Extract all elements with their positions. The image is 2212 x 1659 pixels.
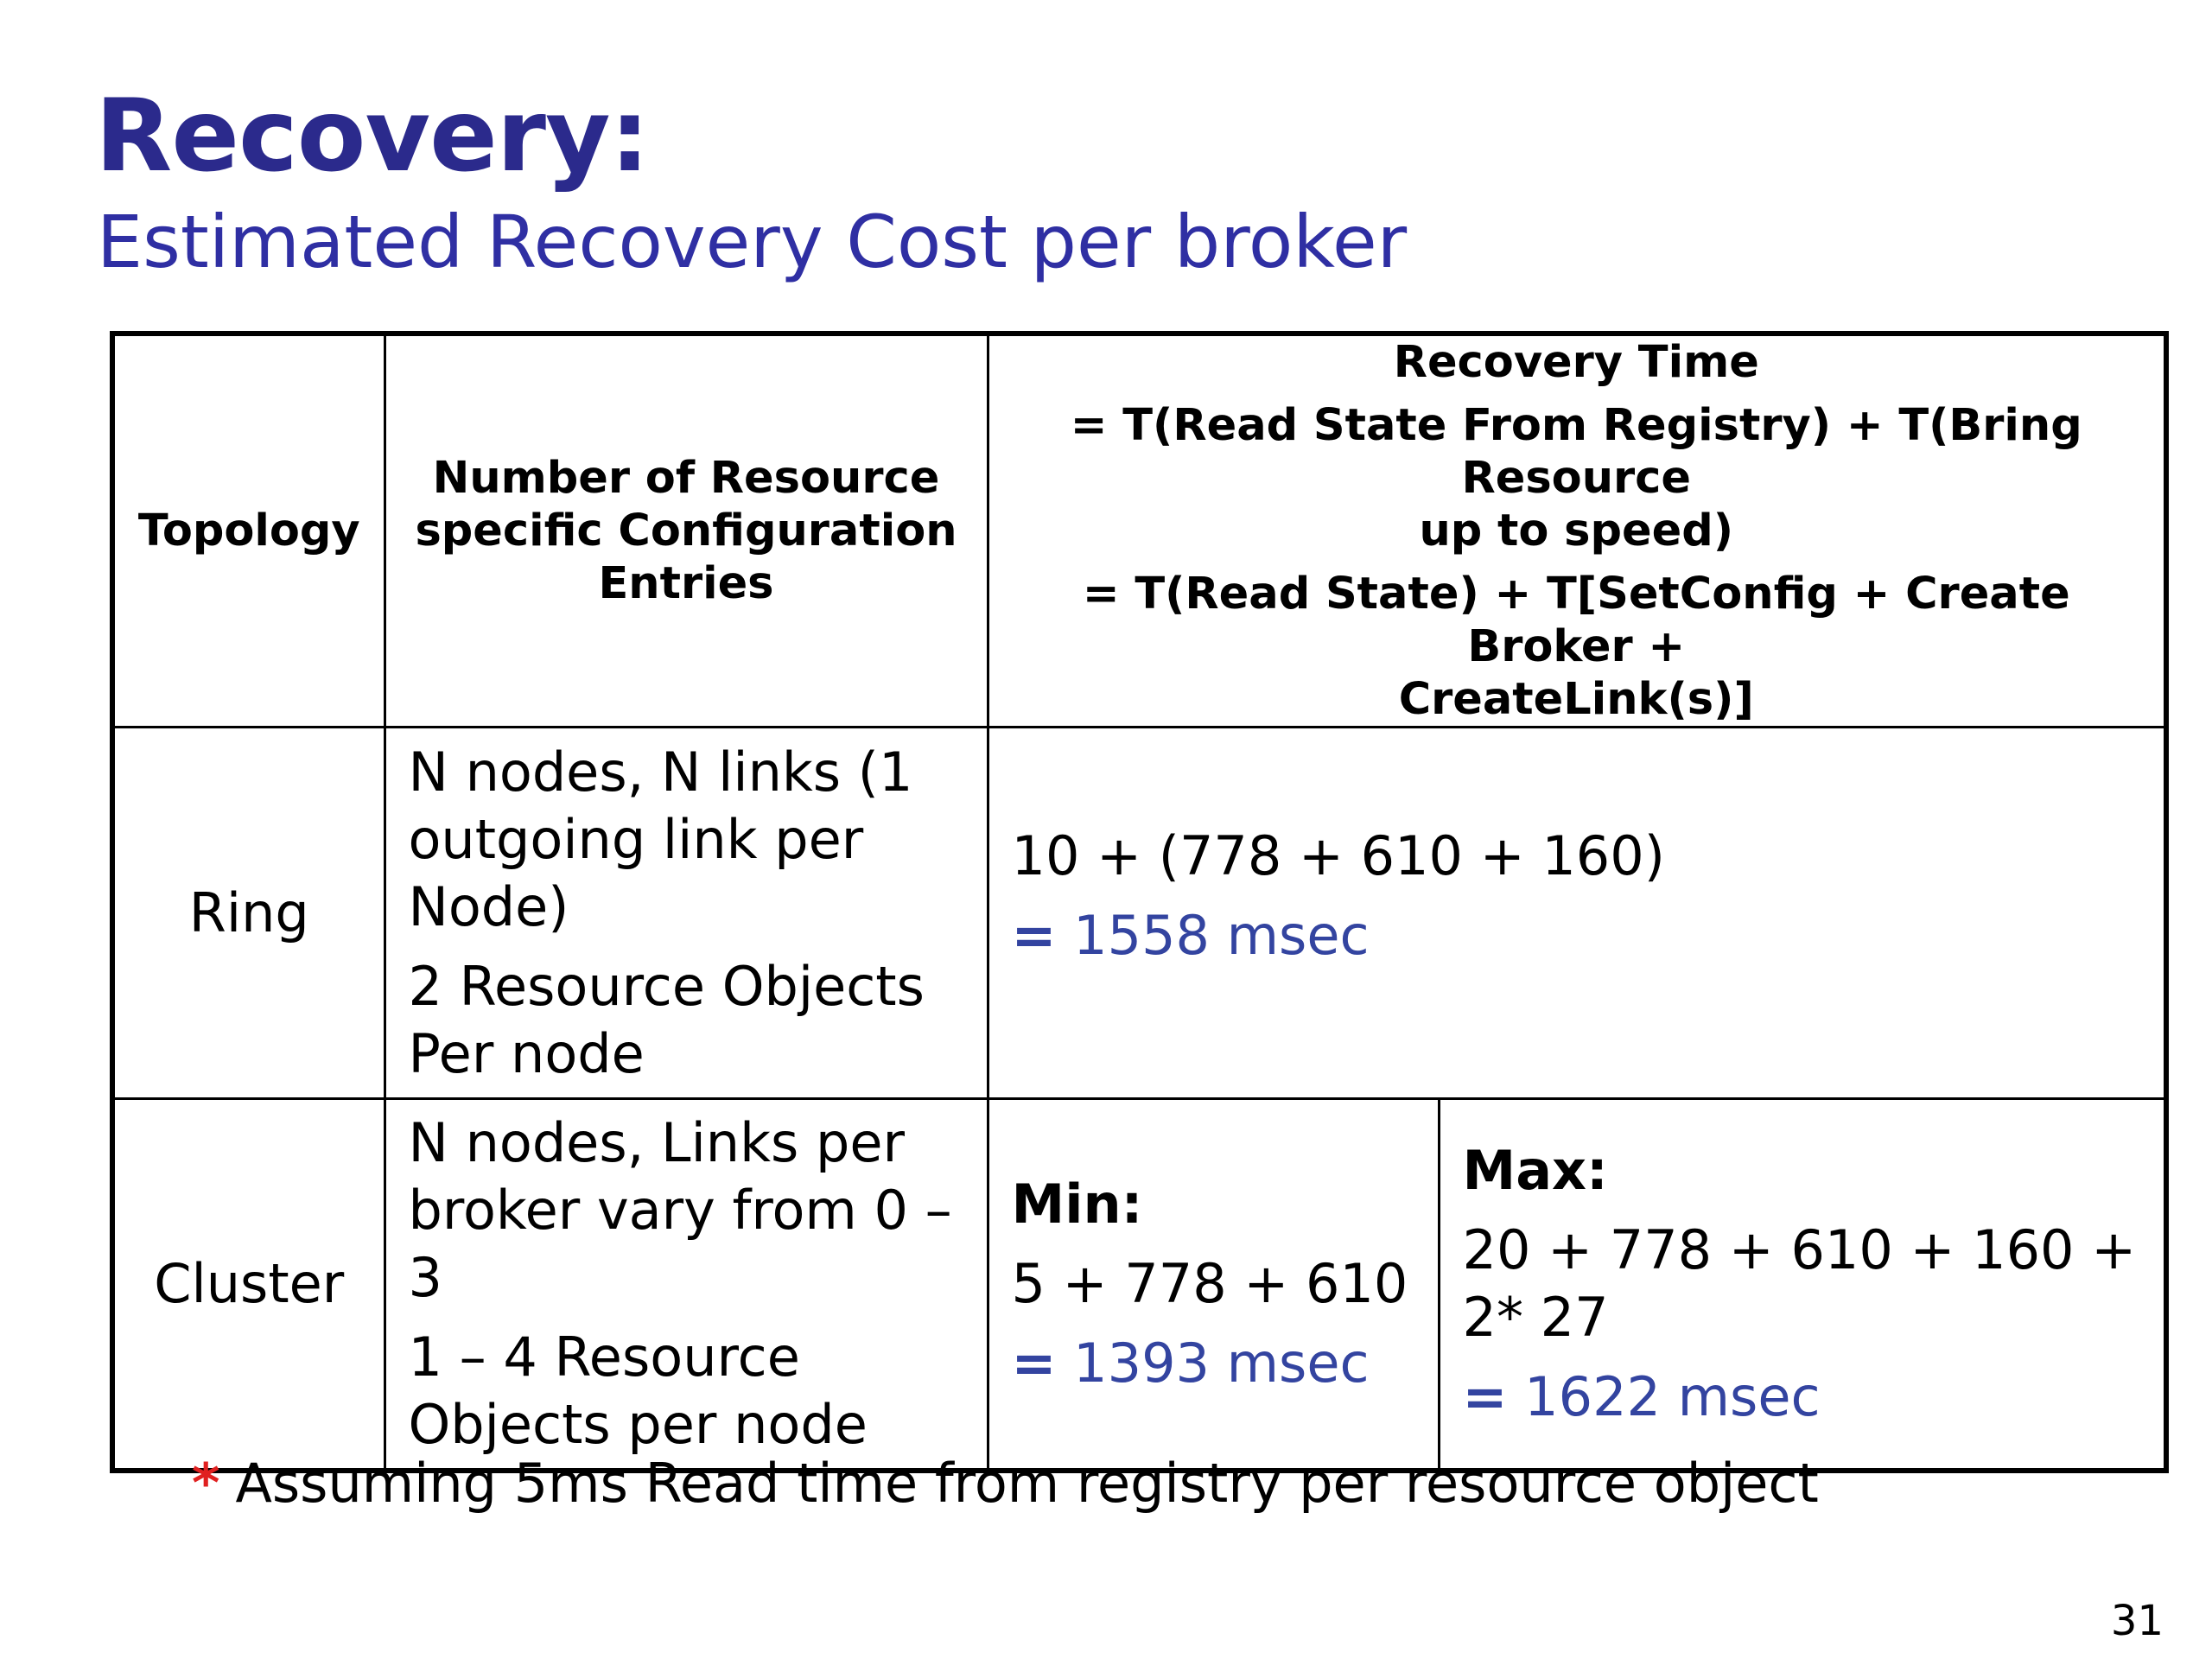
cluster-min-result-line	[1012, 1330, 1415, 1397]
table-header-row	[112, 334, 2166, 728]
cluster-max-result-line	[1463, 1363, 2142, 1431]
recovery-cost-table	[110, 331, 2169, 1473]
table-row-ring	[112, 728, 2166, 1099]
table-row-cluster	[112, 1099, 2166, 1471]
header-recovery-line3: up to speed)	[1419, 505, 1734, 556]
ring-formula: 10 + (778 + 610 + 160)	[1011, 823, 1665, 887]
ring-result-line	[1012, 902, 2142, 969]
slide-subtitle: Estimated Recovery Cost per broker	[97, 200, 1408, 284]
cluster-min-equals: =	[1011, 1331, 1057, 1395]
ring-config-entries	[385, 728, 988, 1099]
ring-recovery-time	[988, 728, 2166, 1099]
cluster-min-label: Min:	[1011, 1172, 1143, 1236]
header-config-line3: Entries	[598, 558, 774, 609]
cluster-config-entries	[385, 1099, 988, 1471]
ring-entries-links: N nodes, N links (1 outgoing link per Node)	[408, 740, 913, 938]
ring-equals: =	[1011, 903, 1057, 967]
footnote-marker: *	[192, 1452, 220, 1515]
cluster-topology: Cluster	[112, 1099, 385, 1471]
header-recovery-line1: Recovery Time	[1393, 337, 1759, 388]
footnote	[192, 1452, 1819, 1515]
header-config-line1: Number of Resource	[432, 453, 940, 504]
cluster-entries-objects: 1 – 4 Resource Objects per node	[408, 1325, 868, 1456]
ring-entries-objects: 2 Resource Objects Per node	[408, 954, 925, 1085]
ring-topology: Ring	[112, 728, 385, 1099]
cluster-max-label: Max:	[1462, 1138, 1608, 1202]
cluster-entries-links: N nodes, Links per broker vary from 0 – 3	[408, 1110, 952, 1309]
cluster-min-time	[988, 1099, 1439, 1471]
page-number: 31	[2110, 1597, 2164, 1645]
cluster-min-result: 1393 msec	[1073, 1331, 1370, 1395]
cluster-min-formula: 5 + 778 + 610	[1011, 1251, 1408, 1315]
cluster-max-equals: =	[1462, 1364, 1508, 1428]
slide-title: Recovery:	[95, 78, 649, 194]
header-recovery-line2: = T(Read State From Registry) + T(Bring Resource	[1070, 400, 2082, 504]
header-config-entries	[385, 334, 988, 728]
header-config-line2: specific Configuration	[415, 505, 957, 556]
header-recovery-time	[988, 334, 2166, 728]
header-topology: Topology	[112, 334, 385, 728]
cluster-max-time	[1439, 1099, 2166, 1471]
footnote-text: Assuming 5ms Read time from registry per resource object	[235, 1452, 1819, 1515]
cluster-max-formula: 20 + 778 + 610 + 160 + 2* 27	[1462, 1217, 2137, 1349]
header-recovery-line4: = T(Read State) + T[SetConfig + Create Broker +	[1082, 569, 2070, 672]
ring-result: 1558 msec	[1073, 903, 1370, 967]
header-recovery-line5: CreateLink(s)]	[1398, 674, 1754, 725]
cluster-max-result: 1622 msec	[1524, 1364, 1821, 1428]
